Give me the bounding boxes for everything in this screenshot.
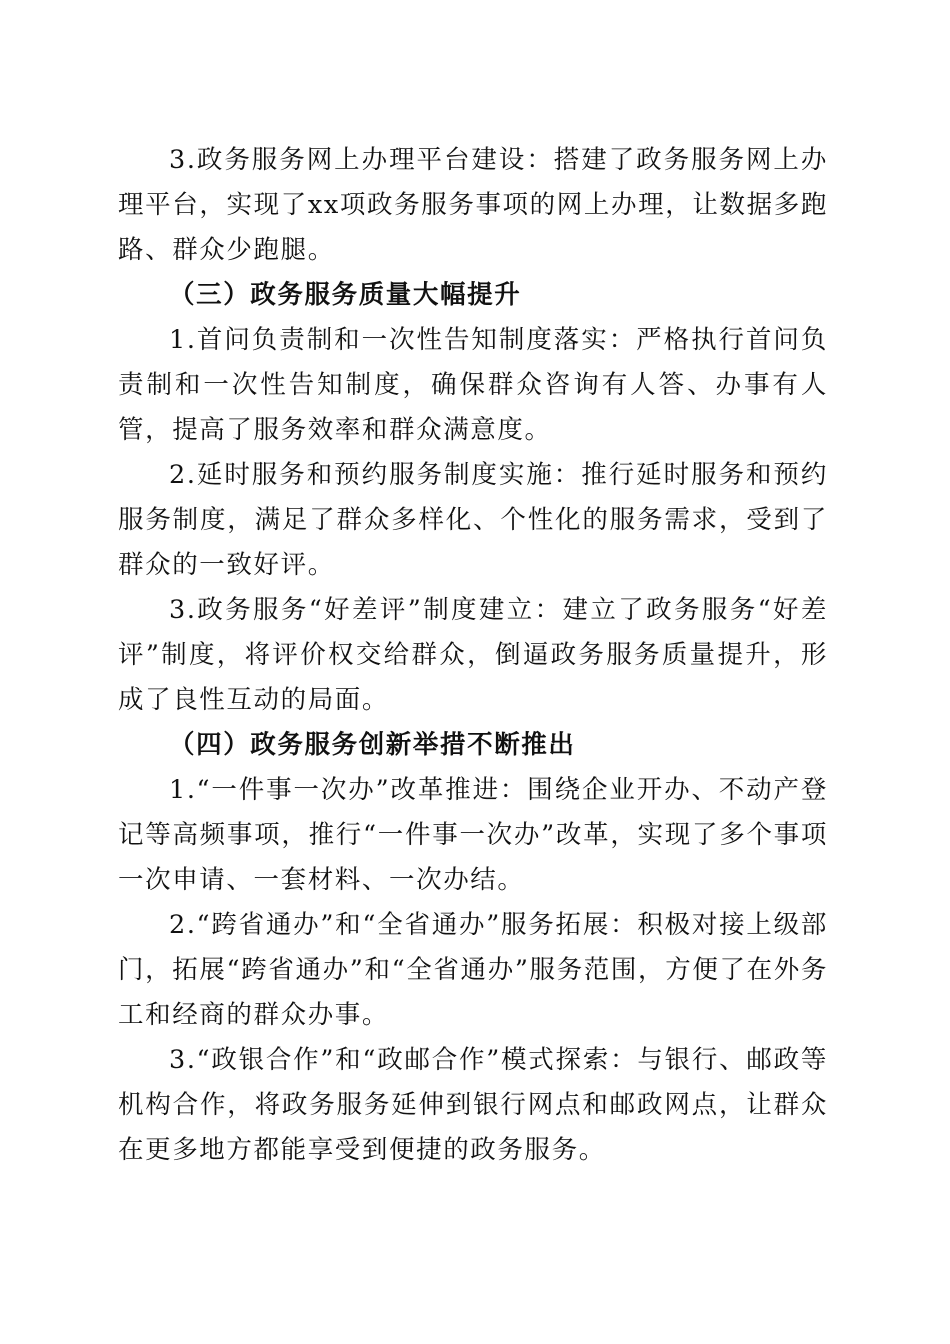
document-body xyxy=(118,138,828,1173)
paragraph-extended-appointment-service: 2.延时服务和预约服务制度实施：推行延时服务和预约服务制度，满足了群众多样化、个性化的服务需求，受到了群众的一致好评。 xyxy=(118,460,828,580)
paragraph-first-inquiry-system: 1.首问负责制和一次性告知制度落实：严格执行首问负责制和一次性告知制度，确保群众咨询有人答、办事有人管，提高了服务效率和群众满意度。 xyxy=(118,325,828,445)
paragraph-good-bad-review: 3.政务服务“好差评”制度建立：建立了政务服务“好差评”制度，将评价权交给群众，倒逼政务服务质量提升，形成了良性互动的局面。 xyxy=(118,595,828,715)
section-heading-innovation: （四）政务服务创新举措不断推出 xyxy=(169,730,576,760)
paragraph-online-platform: 3.政务服务网上办理平台建设：搭建了政务服务网上办理平台，实现了xx项政务服务事项的网上办理，让数据多跑路、群众少跑腿。 xyxy=(118,145,828,265)
section-heading-service-quality: （三）政务服务质量大幅提升 xyxy=(169,280,522,310)
paragraph-one-thing-once: 1.“一件事一次办”改革推进：围绕企业开办、不动产登记等高频事项，推行“一件事一次办”改革，实现了多个事项一次申请、一套材料、一次办结。 xyxy=(118,775,828,895)
paragraph-bank-post-cooperation: 3.“政银合作”和“政邮合作”模式探索：与银行、邮政等机构合作，将政务服务延伸到银行网点和邮政网点，让群众在更多地方都能享受到便捷的政务服务。 xyxy=(118,1045,828,1165)
paragraph-cross-province: 2.“跨省通办”和“全省通办”服务拓展：积极对接上级部门，拓展“跨省通办”和“全省通办”服务范围，方便了在外务工和经商的群众办事。 xyxy=(118,910,828,1030)
